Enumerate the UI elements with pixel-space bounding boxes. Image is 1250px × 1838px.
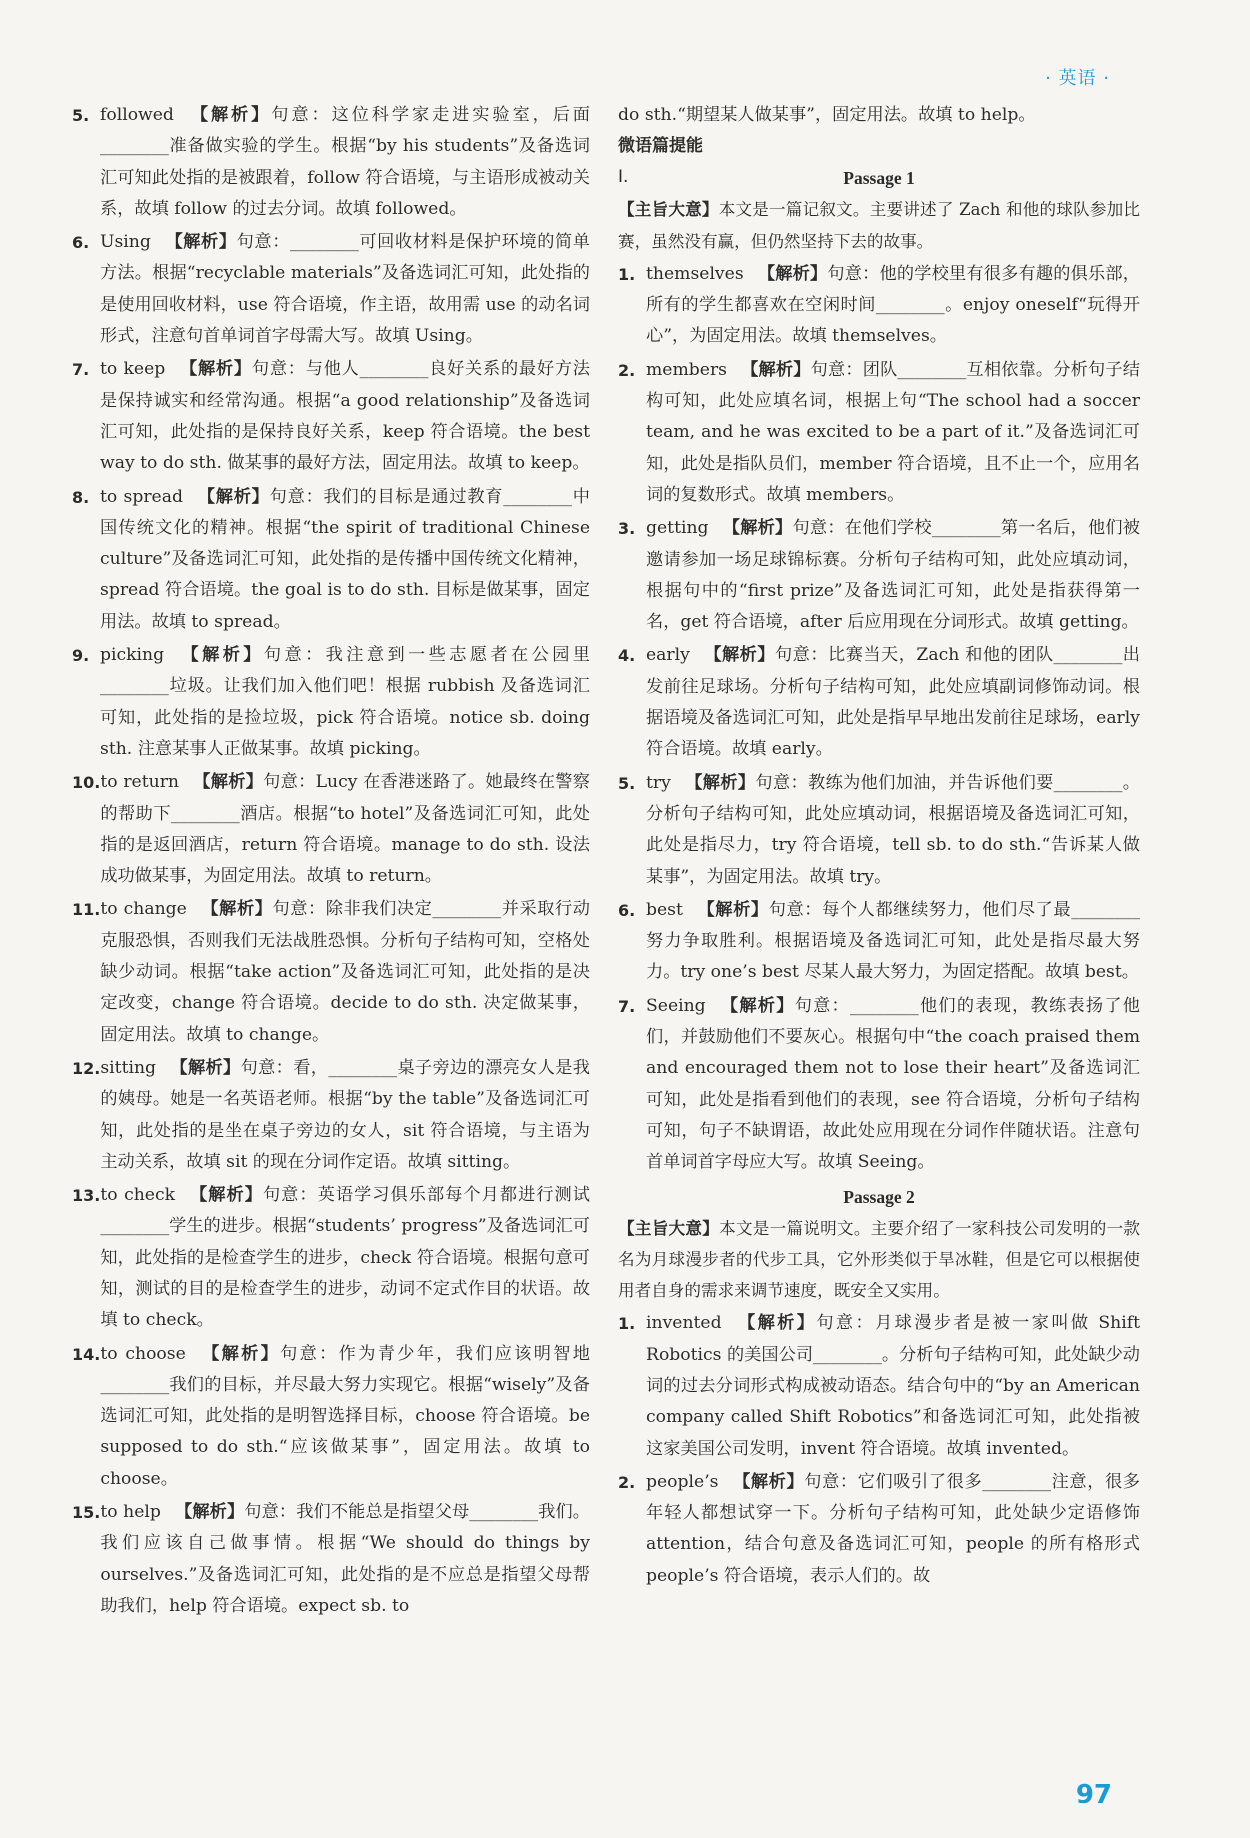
analysis-text: 句意：我注意到一些志愿者在公园里________垃圾。让我们加入他们吧！根据 rubbish 及备选词汇可知，此处指的是捡垃圾，pick 符合语境。notice sb. doing sth. 注意某事人正做某事。故填 picking。 xyxy=(100,645,590,759)
entry-body xyxy=(646,513,1140,638)
entry-body xyxy=(646,1308,1140,1464)
entry-number: 6. xyxy=(618,900,636,920)
answer-word: to return xyxy=(100,772,179,793)
entry-number: 4. xyxy=(618,646,636,666)
entry-body xyxy=(100,640,590,765)
answer-entry xyxy=(72,227,590,352)
answer-entry xyxy=(618,895,1140,989)
answer-entry xyxy=(72,482,590,638)
analysis-label: 【解析】 xyxy=(732,1471,805,1492)
answer-word: invented xyxy=(646,1313,722,1334)
answer-entry xyxy=(72,1053,590,1178)
entry-body xyxy=(646,991,1140,1179)
answer-entry xyxy=(618,640,1140,765)
analysis-label: 【解析】 xyxy=(684,772,756,793)
analysis-text: 句意：他的学校里有很多有趣的俱乐部，所有的学生都喜欢在空闲时间________。enjoy oneself“玩得开心”，为固定用法。故填 themselves。 xyxy=(646,263,1140,347)
passage-2-title: Passage 2 xyxy=(843,1186,915,1207)
entry-number: 7. xyxy=(72,360,90,380)
entry-body xyxy=(100,354,590,479)
analysis-text: 句意：________可回收材料是保护环境的简单方法。根据“recyclable materials”及备选词汇可知，此处指的是使用回收材料，use 符合语境，作主语，故用需 use 的动名词形式，注意句首单词首字母需大写。故填 Using。 xyxy=(100,232,590,347)
answer-entry xyxy=(72,640,590,765)
passage-1-summary xyxy=(618,194,1140,257)
analysis-label: 【解析】 xyxy=(193,772,264,793)
entry-number: 2. xyxy=(618,360,636,380)
answer-word: themselves xyxy=(646,263,744,284)
analysis-text: 句意：我们不能总是指望父母________我们。我们应该自己做事情。根据“We should do things by ourselves.”及备选词汇可知，此处指的是不应总是指望父母帮助我们，help 符合语境。expect sb. to xyxy=(100,1502,590,1616)
entry-number: 2. xyxy=(618,1472,636,1492)
answer-entry xyxy=(618,768,1140,893)
analysis-label: 【解析】 xyxy=(174,1502,245,1523)
entry-number: 9. xyxy=(72,646,90,666)
analysis-text: 句意：看，________桌子旁边的漂亮女人是我的姨母。她是一名英语老师。根据“by the table”及备选词汇可知，此处指的是坐在桌子旁边的女人，sit 符合语境，与主语为主动关系，故填 sit 的现在分词作定语。故填 sitting。 xyxy=(100,1057,590,1172)
answer-entry xyxy=(618,259,1140,353)
answer-entry xyxy=(618,1467,1140,1592)
answer-entry xyxy=(72,1339,590,1495)
answer-word: Seeing xyxy=(646,995,706,1016)
entry-number: 5. xyxy=(618,773,636,793)
entry-number: 10. xyxy=(72,773,101,793)
answer-entry xyxy=(72,1497,590,1622)
analysis-text: 句意：作为青少年，我们应该明智地________我们的目标，并尽最大努力实现它。根据“wisely”及备选词汇可知，此处指的是明智选择目标，choose 符合语境。be supposed to do sth.“应该做某事”，固定用法。故填 to choose。 xyxy=(100,1343,590,1489)
answer-word: to change xyxy=(100,899,187,920)
entry-number: 3. xyxy=(618,519,636,539)
answer-entry xyxy=(72,1180,590,1336)
analysis-text: 句意：教练为他们加油，并告诉他们要________。分析句子结构可知，此处应填动词，根据语境及备选词汇可知，此处是指尽力，try 符合语境，tell sb. to do sth.“告诉某人做某事”，为固定用法。故填 try。 xyxy=(646,772,1140,887)
entry-number: 11. xyxy=(72,900,101,920)
analysis-text: 句意：月球漫步者是被一家叫做 Shift Robotics 的美国公司________。分析句子结构可知，此处缺少动词的过去分词形式构成被动语态。结合句中的“by an American company called Shift Robotics”和备选词汇可知，此处指被这家美国公司发明，invent 符合语境。故填 invented。 xyxy=(646,1313,1140,1459)
passage-1-title: Passage 1 xyxy=(843,168,915,189)
answer-word: followed xyxy=(100,105,174,125)
answer-entry xyxy=(618,513,1140,638)
analysis-label: 【解析】 xyxy=(170,1057,241,1078)
analysis-text: 句意：我们的目标是通过教育________中国传统文化的精神。根据“the spirit of traditional Chinese culture”及备选词汇可知，此处指的是传播中国传统文化精神，spread 符合语境。the goal is to do sth. 目标是做某事，固定用法。故填 to spread。 xyxy=(100,486,590,632)
entry-number: 14. xyxy=(72,1344,101,1364)
entry-body xyxy=(646,768,1140,893)
analysis-label: 【解析】 xyxy=(164,232,237,253)
answer-entry xyxy=(72,100,590,225)
answer-word: to check xyxy=(100,1185,176,1206)
answer-entry xyxy=(72,767,590,892)
subject-tag: · 英语 · xyxy=(1045,68,1110,89)
analysis-label: 【解析】 xyxy=(189,1185,263,1206)
entry-body xyxy=(100,767,590,892)
answer-word: to choose xyxy=(100,1343,186,1364)
entry-body xyxy=(100,1497,590,1622)
analysis-text: 句意：在他们学校________第一名后，他们被邀请参加一场足球锦标赛。分析句子结构可知，此处应填动词，根据句中的“first prize”及备选词汇可知，此处是指获得第一名，get 符合语境，after 后应用现在分词形式。故填 getting。 xyxy=(646,518,1140,633)
entry-number: 7. xyxy=(618,996,636,1016)
passage-2-summary xyxy=(618,1213,1140,1307)
section-header-row xyxy=(618,162,1140,194)
entry-body xyxy=(100,1053,590,1178)
analysis-text: 句意：与他人________良好关系的最好方法是保持诚实和经常沟通。根据“a good relationship”及备选词汇可知，此处指的是保持良好关系，keep 符合语境。the best way to do sth. 做某事的最好方法，固定用法。故填 to keep。 xyxy=(100,359,590,474)
answer-word: to spread xyxy=(100,486,183,507)
page-number: 97 xyxy=(1075,1780,1112,1810)
entry-number: 12. xyxy=(72,1058,101,1078)
summary-label: 【主旨大意】 xyxy=(618,200,719,220)
answer-entry xyxy=(618,355,1140,511)
answer-word: getting xyxy=(646,518,709,539)
analysis-text: 句意：Lucy 在香港迷路了。她最终在警察的帮助下________酒店。根据“to hotel”及备选词汇可知，此处指的是返回酒店，return 符合语境。manage to do sth. 设法成功做某事，为固定用法。故填 to return。 xyxy=(100,772,590,887)
entry-number: 1. xyxy=(618,1314,636,1334)
passage-2-entries xyxy=(618,1308,1140,1592)
passage-1-entries xyxy=(618,259,1140,1179)
answer-word: members xyxy=(646,359,727,380)
analysis-label: 【解析】 xyxy=(719,995,795,1016)
analysis-label: 【解析】 xyxy=(200,899,273,920)
answer-word: sitting xyxy=(100,1057,157,1078)
analysis-label: 【解析】 xyxy=(179,359,252,380)
entry-number: 5. xyxy=(72,106,90,125)
analysis-text: 句意：团队________互相依靠。分析句子结构可知，此处应填名词，根据上句“The school had a soccer team, and he was excited to be a part of it.”及备选词汇可知，此处是指队员们，member 符合语境，且不止一个，应用名词的复数形式。故填 members。 xyxy=(646,359,1140,505)
section-roman-numeral: Ⅰ. xyxy=(618,167,629,188)
analysis-text: 句意：除非我们决定________并采取行动克服恐惧，否则我们无法战胜恐惧。分析句子结构可知，空格处缺少动词。根据“take action”及备选词汇可知，此处指的是决定改变，change 符合语境。decide to do sth. 决定做某事，固定用法。故填 to change。 xyxy=(100,899,590,1045)
answer-word: early xyxy=(646,645,690,666)
analysis-text: 句意：比赛当天，Zach 和他的团队________出发前往足球场。分析句子结构可知，此处应填副词修饰动词。根据语境及备选词汇可知，此处是指早早地出发前往足球场，early 符合语境。故填 early。 xyxy=(646,645,1140,760)
analysis-label: 【解析】 xyxy=(735,1313,817,1334)
analysis-label: 【解析】 xyxy=(703,645,776,666)
entry-body xyxy=(100,227,590,352)
analysis-label: 【解析】 xyxy=(178,645,264,666)
analysis-label: 【解析】 xyxy=(722,518,793,539)
answer-word: to help xyxy=(100,1502,161,1523)
analysis-text: 句意：这位科学家走进实验室，后面________准备做实验的学生。根据“by his students”及备选词汇可知此处指的是被跟着，follow 符合语境，与主语形成被动关系，故填 follow 的过去分词。故填 followed。 xyxy=(100,105,590,219)
left-column xyxy=(72,100,590,1624)
entry-body xyxy=(646,1467,1140,1592)
answer-word: people’s xyxy=(646,1471,719,1492)
answer-entry xyxy=(72,894,590,1050)
entry-body xyxy=(646,640,1140,765)
entry-body xyxy=(646,895,1140,989)
entry-body xyxy=(100,894,590,1050)
entry-number: 15. xyxy=(72,1503,101,1523)
section-title: 微语篇提能 xyxy=(618,136,703,157)
analysis-text: 句意：英语学习俱乐部每个月都进行测试________学生的进步。根据“students’ progress”及备选词汇可知，此处指的是检查学生的进步，check 符合语境。根据句意可知，测试的目的是检查学生的进步，动词不定式作目的状语。故填 to check。 xyxy=(100,1185,590,1331)
analysis-label: 【解析】 xyxy=(696,899,769,920)
answer-word: to keep xyxy=(100,359,166,380)
entry-body xyxy=(100,1180,590,1336)
entry-number: 13. xyxy=(72,1186,101,1206)
entry-body xyxy=(646,259,1140,353)
entry-number: 6. xyxy=(72,233,90,253)
entry-body xyxy=(100,1339,590,1495)
summary-label: 【主旨大意】 xyxy=(618,1218,720,1238)
answer-word: try xyxy=(646,772,671,793)
entry-body xyxy=(100,100,590,225)
answer-entry xyxy=(618,1308,1140,1464)
entry-number: 8. xyxy=(72,487,90,507)
answer-entry xyxy=(72,354,590,479)
analysis-label: 【解析】 xyxy=(757,263,828,284)
answer-word: Using xyxy=(100,232,151,253)
entry-number: 1. xyxy=(618,264,636,284)
answer-entry xyxy=(618,991,1140,1179)
right-column xyxy=(618,100,1140,1594)
analysis-label: 【解析】 xyxy=(187,105,272,125)
analysis-text: 句意：________他们的表现，教练表扬了他们，并鼓励他们不要灰心。根据句中“the coach praised them and encouraged them not to lose their heart”及备选词汇可知，此处是指看到他们的表现，see 符合语境，分析句子结构可知，句子不缺谓语，故此处应用现在分词作伴随状语。注意句首单词首字母应大写。故填 Seeing。 xyxy=(646,995,1140,1173)
entry-body xyxy=(100,482,590,638)
analysis-label: 【解析】 xyxy=(199,1343,281,1364)
analysis-label: 【解析】 xyxy=(740,359,811,380)
continued-text: do sth.“期望某人做某事”，固定用法。故填 to help。 xyxy=(618,105,1036,125)
entry-body xyxy=(646,355,1140,511)
answer-word: picking xyxy=(100,645,165,666)
summary-text: 本文是一篇说明文。主要介绍了一家科技公司发明的一款名为月球漫步者的代步工具，它外形类似于旱冰鞋，但是它可以根据使用者自身的需求来调节速度，既安全又实用。 xyxy=(618,1218,1141,1301)
summary-text: 本文是一篇记叙文。主要讲述了 Zach 和他的球队参加比赛，虽然没有赢，但仍然坚持下去的故事。 xyxy=(618,200,1141,251)
answer-word: best xyxy=(646,899,683,920)
analysis-text: 句意：每个人都继续努力，他们尽了最________努力争取胜利。根据语境及备选词汇可知，此处是指尽最大努力。try one’s best 尽某人最大努力，为固定搭配。故填 best。 xyxy=(646,899,1140,983)
analysis-label: 【解析】 xyxy=(196,486,270,507)
analysis-text: 句意：它们吸引了很多________注意，很多年轻人都想试穿一下。分析句子结构可知，此处缺少定语修饰 attention，结合句意及备选词汇可知，people 的所有格形式 people’s 符合语境，表示人们的。故 xyxy=(646,1471,1140,1586)
